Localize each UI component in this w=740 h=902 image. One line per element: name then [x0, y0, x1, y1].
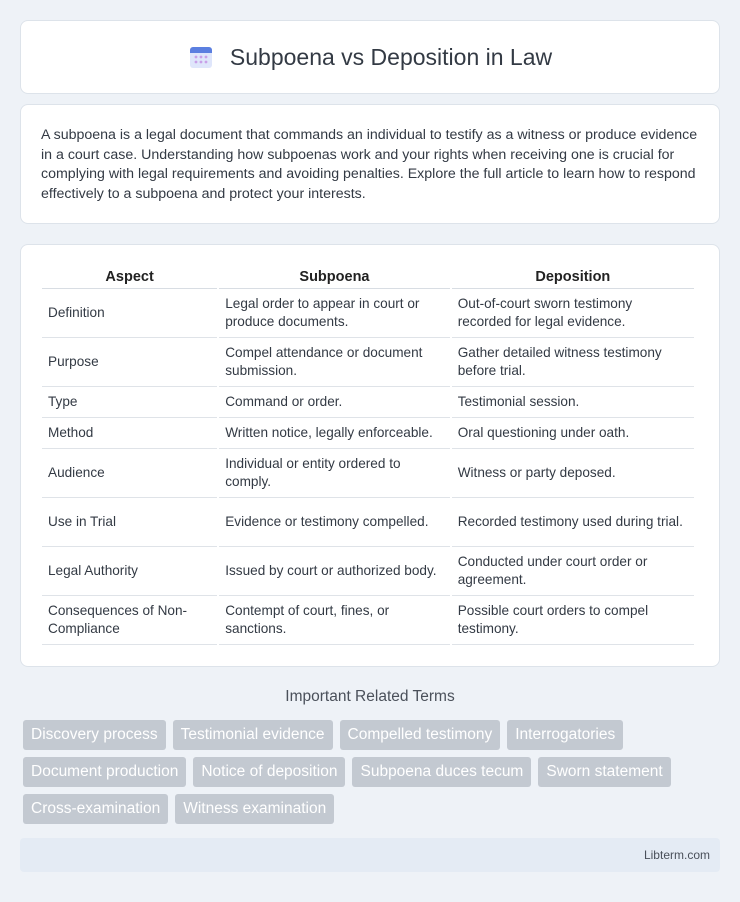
table-cell: Possible court orders to compel testimony. — [452, 596, 694, 645]
table-cell: Consequences of Non-Compliance — [42, 596, 217, 645]
column-header-deposition: Deposition — [452, 265, 694, 289]
table-row — [42, 387, 694, 418]
table-row — [42, 338, 694, 387]
table-cell: Compel attendance or document submission. — [219, 338, 449, 387]
table-cell: Legal Authority — [42, 547, 217, 596]
table-cell: Method — [42, 418, 217, 449]
footer — [20, 838, 720, 872]
table-row — [42, 547, 694, 596]
tag-testimonial-evidence[interactable]: Testimonial evidence — [173, 720, 333, 750]
table-cell: Oral questioning under oath. — [452, 418, 694, 449]
table-cell: Legal order to appear in court or produce documents. — [219, 289, 449, 338]
table-row — [42, 596, 694, 645]
table-cell: Audience — [42, 449, 217, 498]
intro-card — [20, 104, 720, 224]
table-cell: Issued by court or authorized body. — [219, 547, 449, 596]
calendar-icon — [188, 44, 214, 70]
related-terms-list — [23, 720, 723, 824]
table-cell: Conducted under court order or agreement. — [452, 547, 694, 596]
table-cell: Command or order. — [219, 387, 449, 418]
tag-document-production[interactable]: Document production — [23, 757, 186, 787]
table-cell: Contempt of court, fines, or sanctions. — [219, 596, 449, 645]
table-cell: Witness or party deposed. — [452, 449, 694, 498]
table-row — [42, 418, 694, 449]
tag-subpoena-duces-tecum[interactable]: Subpoena duces tecum — [352, 757, 531, 787]
tag-compelled-testimony[interactable]: Compelled testimony — [340, 720, 501, 750]
table-cell: Gather detailed witness testimony before trial. — [452, 338, 694, 387]
table-cell: Purpose — [42, 338, 217, 387]
intro-text: A subpoena is a legal document that commands an individual to testify as a witness or produce evidence in a court case. Understanding how subpoenas work and your rights when receiving one is crucial for complying with legal requirements and avoiding penalties. Explore the full article to learn how to respond effectively to a subpoena and protect your interests. — [41, 127, 698, 202]
table-cell: Use in Trial — [42, 498, 217, 547]
comparison-table — [40, 265, 696, 645]
header-card — [20, 20, 720, 94]
tag-notice-of-deposition[interactable]: Notice of deposition — [193, 757, 345, 787]
table-cell: Definition — [42, 289, 217, 338]
footer-brand-link[interactable]: Libterm.com — [643, 848, 710, 862]
table-row — [42, 498, 694, 547]
table-cell: Individual or entity ordered to comply. — [219, 449, 449, 498]
table-cell: Type — [42, 387, 217, 418]
table-cell: Evidence or testimony compelled. — [219, 498, 449, 547]
comparison-table-card — [20, 244, 720, 667]
related-terms-title: Important Related Terms — [285, 688, 455, 705]
table-row — [42, 289, 694, 338]
column-header-subpoena: Subpoena — [219, 265, 449, 289]
tag-interrogatories[interactable]: Interrogatories — [507, 720, 623, 750]
table-cell: Out-of-court sworn testimony recorded for legal evidence. — [452, 289, 694, 338]
table-cell: Recorded testimony used during trial. — [452, 498, 694, 547]
column-header-aspect: Aspect — [42, 265, 217, 289]
tag-sworn-statement[interactable]: Sworn statement — [538, 757, 670, 787]
tag-witness-examination[interactable]: Witness examination — [175, 794, 334, 824]
table-cell: Testimonial session. — [452, 387, 694, 418]
table-row — [42, 449, 694, 498]
tag-cross-examination[interactable]: Cross-examination — [23, 794, 168, 824]
tag-discovery-process[interactable]: Discovery process — [23, 720, 166, 750]
page-title: Subpoena vs Deposition in Law — [229, 43, 553, 70]
table-cell: Written notice, legally enforceable. — [219, 418, 449, 449]
